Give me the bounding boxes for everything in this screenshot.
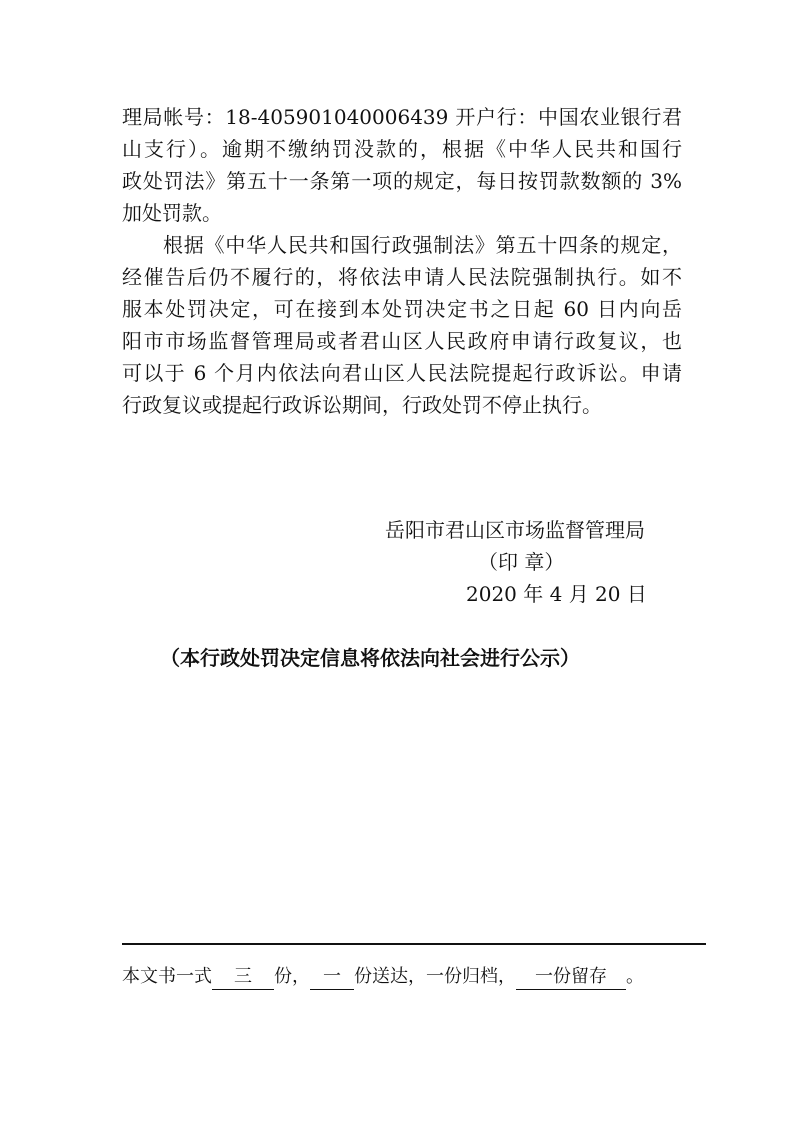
paragraph2-line-6: 行政复议或提起行政诉讼期间，行政处罚不停止执行。 bbox=[122, 393, 602, 417]
footer-text-after-served: 份送达，一份归档， bbox=[354, 966, 516, 987]
footer-divider bbox=[122, 943, 706, 945]
footer-text-after-total: 份， bbox=[274, 966, 310, 987]
paragraph1-line-4: 加处罚款。 bbox=[122, 201, 222, 225]
copies-retained-blank: 一份留存 bbox=[516, 965, 626, 990]
copies-footer bbox=[122, 962, 644, 992]
footer-prefix: 本文书一式 bbox=[122, 966, 212, 987]
footer-suffix: 。 bbox=[626, 966, 644, 987]
paragraph2-line-2: 经催告后仍不履行的，将依法申请人民法院强制执行。如不 bbox=[122, 265, 682, 289]
paragraph1-line-1: 理局帐号：18-405901040006439 开户行：中国农业银行君 bbox=[122, 105, 682, 129]
paragraph2-line-3: 服本处罚决定，可在接到本处罚决定书之日起 60 日内向岳 bbox=[122, 297, 682, 321]
signature-authority: 岳阳市君山区市场监督管理局 bbox=[385, 518, 645, 542]
signature-date: 2020 年 4 月 20 日 bbox=[466, 582, 647, 606]
publicity-notice: （本行政处罚决定信息将依法向社会进行公示） bbox=[160, 646, 580, 670]
copies-total-blank: 三 bbox=[212, 965, 274, 990]
signature-seal: （印 章） bbox=[478, 550, 565, 574]
paragraph2-line-4: 阳市市场监督管理局或者君山区人民政府申请行政复议，也 bbox=[122, 329, 682, 353]
paragraph1-line-2: 山支行）。逾期不缴纳罚没款的，根据《中华人民共和国行 bbox=[122, 137, 682, 161]
paragraph2-line-1: 根据《中华人民共和国行政强制法》第五十四条的规定， bbox=[163, 233, 682, 257]
paragraph1-line-3: 政处罚法》第五十一条第一项的规定，每日按罚款数额的 3% bbox=[122, 169, 682, 193]
copies-served-blank: 一 bbox=[310, 965, 354, 990]
paragraph2-line-5: 可以于 6 个月内依法向君山区人民法院提起行政诉讼。申请 bbox=[122, 361, 682, 385]
